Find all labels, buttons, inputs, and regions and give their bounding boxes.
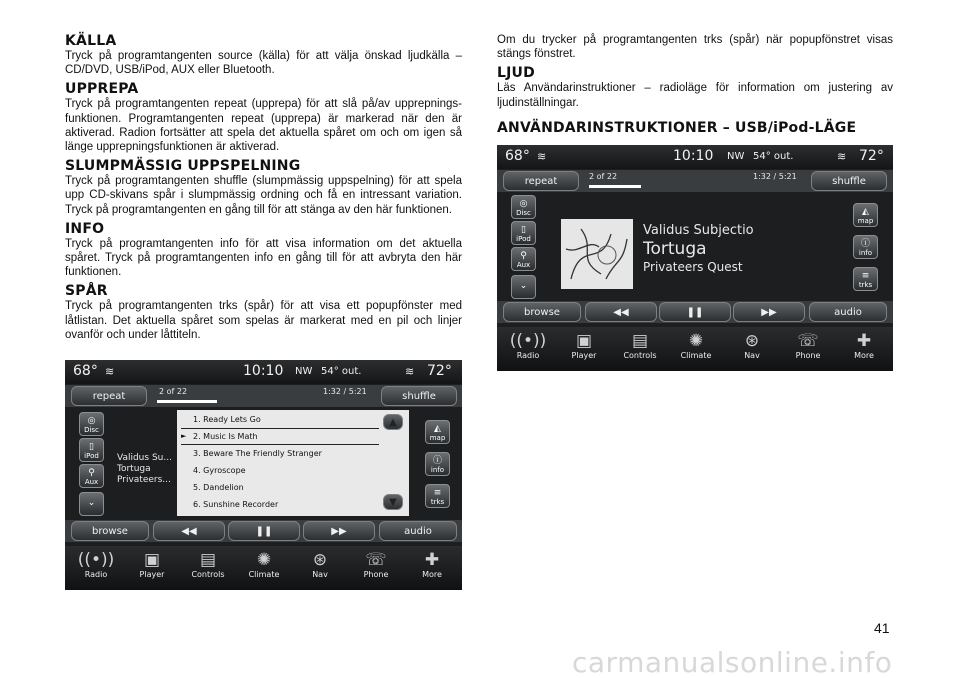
compass-icon: ⊛ [744, 331, 760, 351]
song-title-short: Validus Su... [117, 453, 172, 463]
seat-icon: ≋ [837, 150, 847, 163]
text-info: Tryck på programtangenten info för att visa information om det aktuella spåret. Tryck på programtangenten info en gång till för att avbryta den här funktionen. [65, 237, 462, 279]
repeat-button[interactable]: repeat [503, 171, 579, 191]
pause-button[interactable] [228, 521, 300, 541]
outside-temp: 54° out. [321, 366, 362, 377]
aux-button[interactable]: ⚲ Aux [79, 464, 104, 488]
text-spar: Tryck på programtangenten trks (spår) för att visa ett popupfönster med låtlistan. Det aktuella spåret som spelas är markerat med en pil och linjer ovanför och under låttiteln. [65, 300, 462, 341]
phone-icon: ☏ [365, 550, 387, 570]
disc-icon: ◎ [87, 416, 96, 426]
nav-controls[interactable]: ▤ Controls [185, 550, 231, 579]
elapsed-time: 1:32 / 5:21 [323, 387, 367, 396]
climate-icon: ✺ [688, 331, 704, 351]
nav-phone[interactable]: ☏ Phone [353, 550, 399, 579]
map-button[interactable]: ◭ map [425, 420, 450, 444]
bottom-nav [497, 327, 893, 371]
heading-shuffle: SLUMPMÄSSIG UPPSPELNING [65, 158, 301, 175]
fan-icon: ≋ [537, 150, 547, 163]
heading-usb: ANVÄNDARINSTRUKTIONER – USB/iPod-LÄGE [497, 119, 857, 136]
skip-back-icon: ◀◀ [181, 525, 197, 537]
scroll-down-button[interactable] [511, 275, 536, 299]
phone-icon: ☏ [797, 331, 819, 351]
list-icon: ≡ [433, 488, 442, 498]
track-item[interactable]: 6. Sunshine Recorder [193, 500, 279, 509]
status-bar [65, 360, 462, 384]
section-kalla [65, 33, 462, 77]
progress-bar [589, 185, 641, 188]
map-icon: ◭ [862, 207, 869, 217]
pause-button[interactable] [659, 302, 731, 322]
skip-back-icon: ◀◀ [613, 306, 629, 318]
aux-button[interactable]: ⚲ Aux [511, 247, 536, 271]
shuffle-button[interactable]: shuffle [381, 386, 457, 406]
pause-icon: ❚❚ [255, 525, 273, 537]
nav-controls[interactable]: ▤ Controls [617, 331, 663, 360]
controls-icon: ▤ [199, 550, 217, 570]
chevron-down-icon: ⌄ [519, 281, 528, 291]
trks-button[interactable]: ≡ trks [853, 267, 878, 291]
heading-spar: SPÅR [65, 283, 108, 300]
nav-nav[interactable]: ⊛ Nav [729, 331, 775, 360]
nav-climate[interactable]: ✺ Climate [673, 331, 719, 360]
right-column [497, 33, 893, 136]
radio-icon: ((•)) [77, 550, 115, 570]
nav-radio[interactable]: ((•)) Radio [505, 331, 551, 360]
compass: NW [727, 151, 745, 162]
more-icon: ✚ [424, 550, 440, 570]
seat-icon: ≋ [405, 365, 415, 378]
ipod-icon: ▯ [521, 225, 526, 235]
song-title: Validus Subjectio [643, 223, 754, 238]
heading-kalla: KÄLLA [65, 33, 117, 49]
radio-screen-now-playing [497, 145, 893, 371]
ipod-icon: ▯ [89, 442, 94, 452]
clock: 10:10 [243, 363, 284, 379]
info-button[interactable]: ⓘ info [425, 452, 450, 476]
scroll-down-button[interactable] [79, 492, 104, 516]
progress-bar [157, 400, 217, 403]
more-icon: ✚ [856, 331, 872, 351]
audio-button[interactable]: audio [809, 302, 887, 322]
temp-left: 68° [505, 148, 530, 164]
text-shuffle: Tryck på programtangenten shuffle (slumpmässig uppspelning) för att spela upp CD-skivans spår i slumpmässig ordning och få en intressant variation. Tryck på programtangenten en gång till för att stänga av den här funktionen. [65, 175, 462, 216]
section-upprepa [65, 81, 462, 154]
aux-icon: ⚲ [88, 468, 95, 478]
compass: NW [295, 366, 313, 377]
skip-forward-icon: ▶▶ [761, 306, 777, 318]
track-list-popup [177, 410, 409, 516]
album-short: Tortuga [117, 464, 151, 474]
track-count: 2 of 22 [159, 387, 188, 396]
ipod-button[interactable]: ▯ iPod [511, 221, 536, 245]
track-item[interactable]: 5. Dandelion [193, 483, 244, 492]
next-button[interactable] [733, 302, 805, 322]
previous-button[interactable] [153, 521, 225, 541]
album-art [561, 219, 633, 289]
player-icon: ▣ [143, 550, 161, 570]
watermark: carmanualsonline.info [572, 646, 893, 678]
clock: 10:10 [673, 148, 714, 164]
controls-icon: ▤ [631, 331, 649, 351]
album-name: Tortuga [643, 239, 707, 259]
nav-player[interactable]: ▣ Player [561, 331, 607, 360]
info-button[interactable]: ⓘ info [853, 235, 878, 259]
track-item[interactable]: 1. Ready Lets Go [193, 415, 261, 424]
artist-short: Privateers... [117, 475, 171, 485]
status-bar [497, 145, 893, 169]
trks-button[interactable]: ≡ trks [425, 484, 450, 508]
triangle-down-icon: ▼ [389, 496, 397, 508]
browse-button[interactable]: browse [71, 521, 149, 541]
section-info [65, 221, 462, 280]
disc-icon: ◎ [519, 199, 528, 209]
section-shuffle [65, 158, 462, 217]
player-icon: ▣ [575, 331, 593, 351]
temp-right: 72° [859, 148, 884, 164]
fan-icon: ≋ [105, 365, 115, 378]
nav-player[interactable]: ▣ Player [129, 550, 175, 579]
radio-icon: ((•)) [509, 331, 547, 351]
repeat-button[interactable]: repeat [71, 386, 147, 406]
album-art-sketch [561, 219, 633, 289]
info-icon: ⓘ [432, 456, 442, 466]
browse-button[interactable]: browse [503, 302, 581, 322]
disc-button[interactable]: ◎ Disc [79, 412, 104, 436]
nav-climate[interactable]: ✺ Climate [241, 550, 287, 579]
aux-icon: ⚲ [520, 251, 527, 261]
track-item[interactable]: 4. Gyroscope [193, 466, 246, 475]
compass-icon: ⊛ [312, 550, 328, 570]
previous-button[interactable] [585, 302, 657, 322]
list-up-button[interactable] [383, 414, 403, 430]
text-upprepa: Tryck på programtangenten repeat (upprepa) för att slå på/av upprepnings-funktionen. Programtangenten repeat (upprepa) är markerad när den är aktiverad. Radion fortsätter att spela det aktuella spåret om och om igen så länge upprepningsfunktionen är aktiverad. [65, 98, 462, 154]
intro-text: Om du trycker på programtangenten trks (spår) när popupfönstret visas stängs fönstret. [497, 34, 893, 61]
next-button[interactable] [303, 521, 375, 541]
heading-ljud: LJUD [497, 65, 535, 82]
list-icon: ≡ [861, 271, 870, 281]
nav-radio[interactable]: ((•)) Radio [73, 550, 119, 579]
chevron-down-icon: ⌄ [87, 498, 96, 508]
temp-right: 72° [427, 363, 452, 379]
shuffle-button[interactable]: shuffle [811, 171, 887, 191]
radio-screen-tracklist [65, 360, 462, 590]
audio-button[interactable]: audio [379, 521, 457, 541]
pause-icon: ❚❚ [686, 306, 704, 318]
track-item[interactable]: 3. Beware The Friendly Stranger [193, 449, 322, 458]
left-column [65, 33, 462, 342]
heading-upprepa: UPPREPA [65, 81, 139, 98]
nav-more[interactable]: ✚ More [841, 331, 887, 360]
ipod-button[interactable]: ▯ iPod [79, 438, 104, 462]
nav-nav[interactable]: ⊛ Nav [297, 550, 343, 579]
divider-line [181, 444, 379, 445]
disc-button[interactable]: ◎ Disc [511, 195, 536, 219]
bottom-nav [65, 546, 462, 590]
nav-more[interactable]: ✚ More [409, 550, 455, 579]
text-kalla: Tryck på programtangenten source (källa) för att välja önskad ljudkälla – CD/DVD, USB/iPod, AUX eller Bluetooth. [65, 50, 462, 77]
triangle-up-icon: ▲ [389, 416, 397, 428]
page-number: 41 [874, 620, 890, 636]
current-track-marker: ► [181, 432, 187, 440]
nav-phone[interactable]: ☏ Phone [785, 331, 831, 360]
map-button[interactable]: ◭ map [853, 203, 878, 227]
elapsed-time: 1:32 / 5:21 [753, 172, 797, 181]
track-count: 2 of 22 [589, 172, 618, 181]
text-ljud: Läs Användarinstruktioner – radioläge för information om justering av ljudinställningar. [497, 82, 893, 109]
info-icon: ⓘ [860, 239, 870, 249]
map-icon: ◭ [434, 424, 441, 434]
section-spar [65, 283, 462, 342]
climate-icon: ✺ [256, 550, 272, 570]
heading-info: INFO [65, 220, 105, 237]
artist-name: Privateers Quest [643, 260, 743, 274]
list-down-button[interactable] [383, 494, 403, 510]
temp-left: 68° [73, 363, 98, 379]
track-item-current[interactable]: 2. Music Is Math [193, 432, 258, 441]
outside-temp: 54° out. [753, 151, 794, 162]
skip-forward-icon: ▶▶ [331, 525, 347, 537]
divider-line [181, 428, 379, 429]
